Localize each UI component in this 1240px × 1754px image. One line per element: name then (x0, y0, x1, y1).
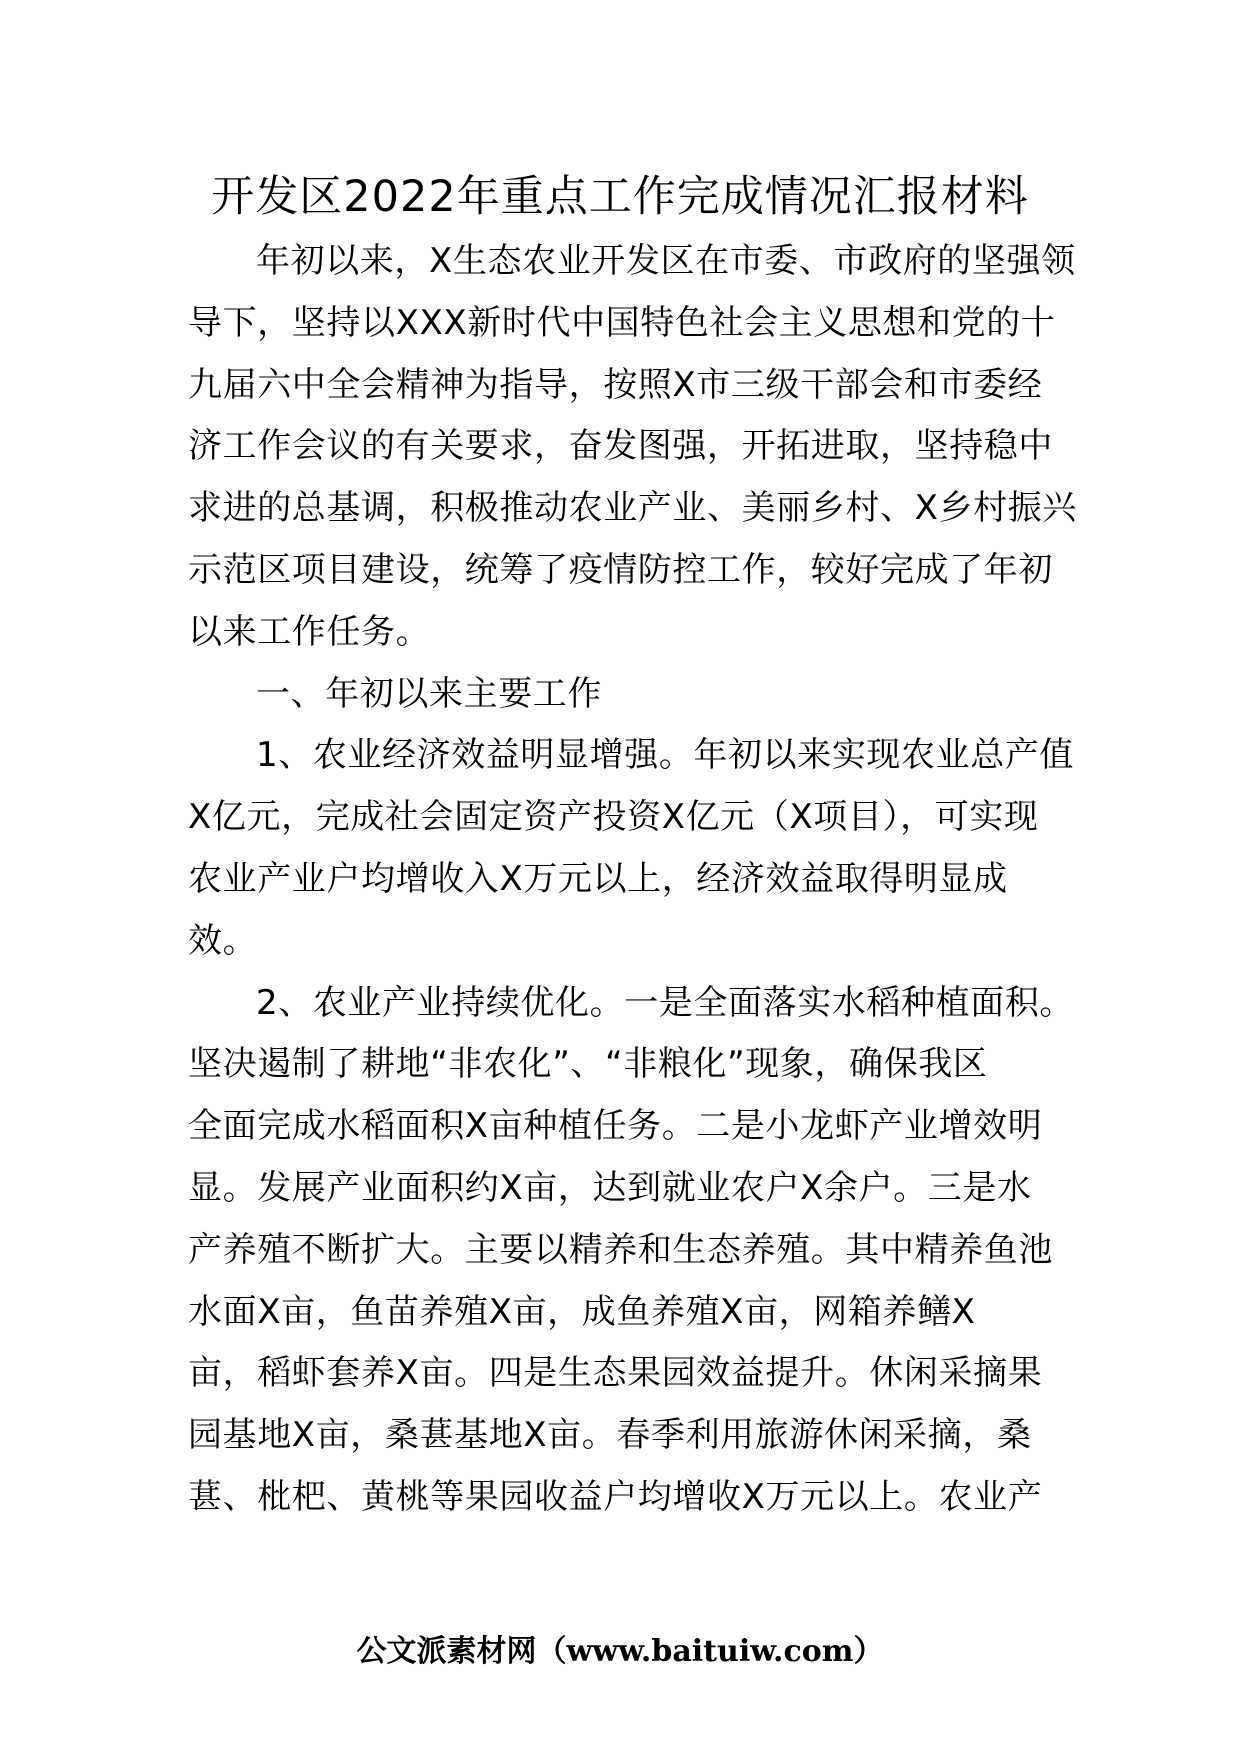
paragraph-2-line-3: 全面完成水稻面积X亩种植任务。二是小龙虾产业增效明 (188, 1106, 1043, 1147)
paragraph-2-line-6: 水面X亩，鱼苗养殖X亩，成鱼养殖X亩，网箱养鳝X (188, 1291, 976, 1332)
paragraph-2-line-4: 显。发展产业面积约X亩，达到就业农户X余户。三是水 (188, 1167, 1032, 1208)
paragraph-2-line-1: 2、农业产业持续优化。一是全面落实水稻种植面积。 (256, 982, 1075, 1023)
paragraph-intro-line-5: 求进的总基调，积极推动农业产业、美丽乡村、X乡村振兴 (188, 488, 1077, 529)
watermark-footer: 公文派素材网（www.baituiw.com） (356, 1634, 884, 1669)
paragraph-intro-line-2: 导下，坚持以XXX新时代中国特色社会主义思想和党的十 (188, 302, 1056, 343)
paragraph-2-line-7: 亩，稻虾套养X亩。四是生态果园效益提升。休闲采摘果 (188, 1353, 1043, 1394)
paragraph-2-line-8: 园基地X亩，桑葚基地X亩。春季利用旅游休闲采摘，桑 (188, 1415, 1032, 1456)
paragraph-intro-line-4: 济工作会议的有关要求，奋发图强，开拓进取，坚持稳中 (188, 426, 1053, 467)
paragraph-intro-line-1: 年初以来，X生态农业开发区在市委、市政府的坚强领 (256, 241, 1076, 281)
paragraph-intro-line-3: 九届六中全会精神为指导，按照X市三级干部会和市委经 (188, 364, 1043, 405)
paragraph-1-line-3: 农业产业户均增收入X万元以上，经济效益取得明显成 (188, 858, 1008, 899)
paragraph-intro-line-6: 示范区项目建设，统筹了疫情防控工作，较好完成了年初 (188, 549, 1053, 590)
paragraph-1-line-2: X亿元，完成社会固定资产投资X亿元（X项目），可实现 (188, 797, 1039, 838)
section-heading: 一、年初以来主要工作 (256, 673, 602, 714)
paragraph-2-line-5: 产养殖不断扩大。主要以精养和生态养殖。其中精养鱼池 (188, 1229, 1053, 1270)
paragraph-2-line-9: 葚、枇杷、黄桃等果园收益户均增收X万元以上。农业产 (188, 1476, 1043, 1517)
document-title: 开发区2022年重点工作完成情况汇报材料 (211, 172, 1029, 222)
paragraph-1-line-4: 效。 (188, 920, 258, 961)
paragraph-1-line-1: 1、农业经济效益明显增强。年初以来实现农业总产值 (256, 735, 1075, 776)
paragraph-intro-line-7: 以来工作任务。 (188, 611, 431, 652)
document-body (188, 231, 1077, 1529)
paragraph-2-line-2: 坚决遏制了耕地“非农化”、“非粮化”现象，确保我区 (188, 1044, 988, 1085)
